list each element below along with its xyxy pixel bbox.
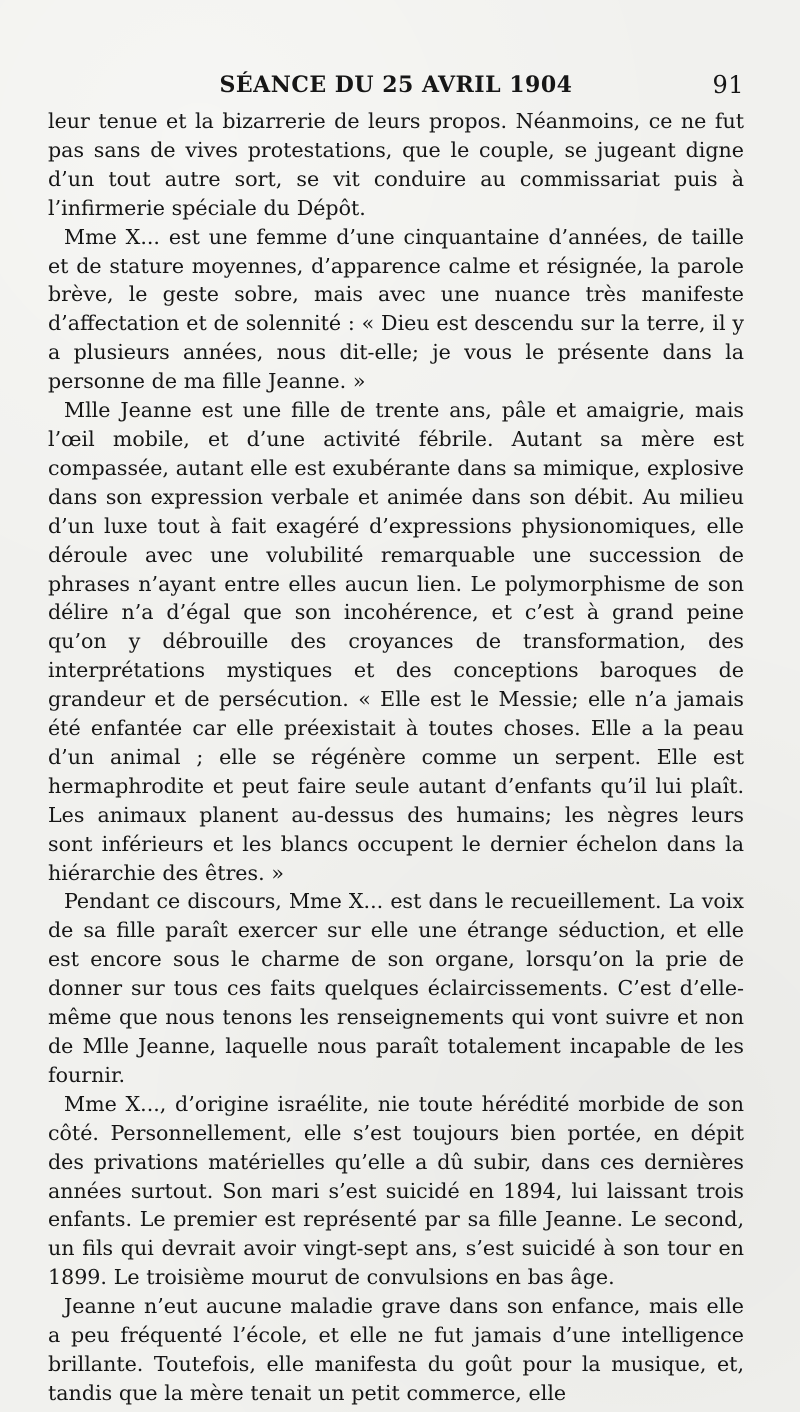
page-number: 91 [712,71,744,99]
paragraph-3: Mlle Jeanne est une fille de trente ans, pâle et amaigrie, mais l’œil mobile, et d’une activité fébrile. Autant sa mère est compassée, autant elle est exubérante dans sa mimique, explosive dans son expression verbale et animée dans son débit. Au milieu d’un luxe tout à fait exagéré d’expressions physionomiques, elle déroule avec une volubilité remarquable une succession de phrases n’ayant entre elles aucun lien. Le polymorphisme de son délire n’a d’égal que son incohérence, et c’est à grand peine qu’on y débrouille des croyances de transformation, des interprétations mystiques et des conceptions baroques de grandeur et de persécution. « Elle est le Messie; elle n’a jamais été enfantée car elle préexistait à toutes choses. Elle a la peau d’un animal ; elle se régénère comme un serpent. Elle est hermaphrodite et peut faire seule autant d’enfants qu’il lui plaît. Les animaux planent au-dessus des humains; les nègres leurs sont inférieurs et les blancs occupent le dernier échelon dans la hiérarchie des êtres. » [48,398,744,885]
running-header [48,68,744,102]
paragraph-6: Jeanne n’eut aucune maladie grave dans son enfance, mais elle a peu fréquenté l’école, et elle ne fut jamais d’une intelligence brillante. Toutefois, elle manifesta du goût pour la musique, et, tandis que la mère tenait un petit commerce, elle [48,1294,744,1405]
paragraph-2: Mme X... est une femme d’une cinquantaine d’années, de taille et de stature moyennes, d’apparence calme et résignée, la parole brève, le geste sobre, mais avec une nuance très manifeste d’affectation et de solennité : « Dieu est descendu sur la terre, il y a plusieurs années, nous dit-elle; je vous le présente dans la personne de ma fille Jeanne. » [48,224,744,394]
running-title: SÉANCE DU 25 AVRIL 1904 [219,72,573,98]
paragraph-1: leur tenue et la bizarrerie de leurs propos. Néanmoins, ce ne fut pas sans de vives protestations, que le couple, se jugeant digne d’un tout autre sort, se vit conduire au commissariat puis à l’infirmerie spéciale du Dépôt. [48,109,744,220]
paragraph-5: Mme X..., d’origine israélite, nie toute hérédité morbide de son côté. Personnellement, elle s’est toujours bien portée, en dépit des privations matérielles qu’elle a dû subir, dans ces dernières années surtout. Son mari s’est suicidé en 1894, lui laissant trois enfants. Le premier est représenté par sa fille Jeanne. Le second, un fils qui devrait avoir vingt-sept ans, s’est suicidé à son tour en 1899. Le troisième mourut de convulsions en bas âge. [48,1091,744,1290]
body-text [48,107,744,1408]
paragraph-4: Pendant ce discours, Mme X... est dans le recueillement. La voix de sa fille paraît exercer sur elle une étrange séduction, et elle est encore sous le charme de son organe, lorsqu’on la prie de donner sur tous ces faits quelques éclaircissements. C’est d’elle-même que nous tenons les renseignements qui vont suivre et non de Mlle Jeanne, laquelle nous paraît totalement incapable de les fournir. [48,889,744,1087]
